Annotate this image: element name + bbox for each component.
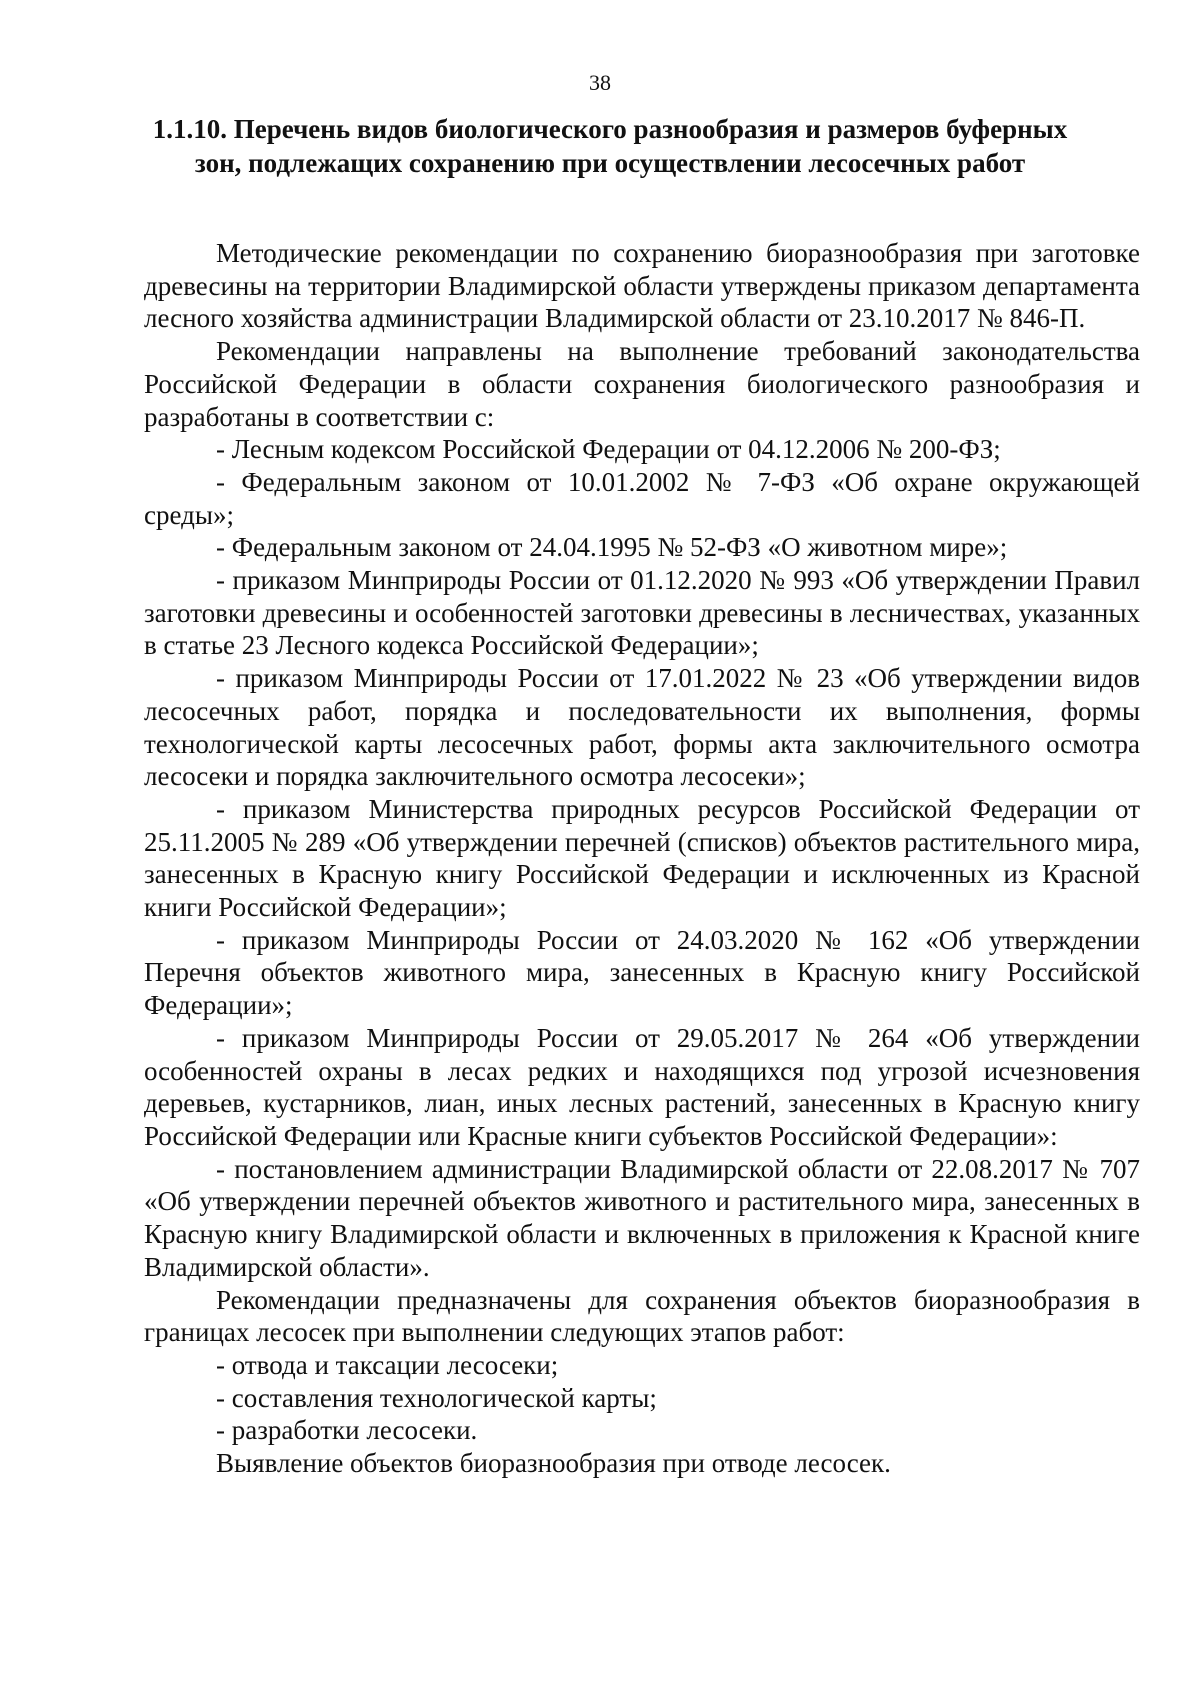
paragraph-intro: Методические рекомендации по сохранению биоразнообразия при заготовке древесины на территории Владимирской области утверждены приказом департамента лесного хозяйства администрации Владимирской области от 23.10.2017 № 846-П. — [144, 238, 1140, 334]
list-item-stage-allotment: - отвода и таксации лесосеки; — [216, 1349, 559, 1380]
paragraph-recommendations-purpose: Рекомендации направлены на выполнение требований законодательства Российской Федерации в области сохранения биологического разнообразия и разработаны в соответствии с: — [144, 336, 1140, 432]
list-item-stage-tech-map: - составления технологической карты; — [216, 1382, 657, 1413]
list-item-environment-law: - Федеральным законом от 10.01.2002 № 7-ФЗ «Об охране окружающей среды»; — [144, 466, 1140, 530]
list-item-wildlife-law: - Федеральным законом от 24.04.1995 № 52-ФЗ «О животном мире»; — [216, 532, 1008, 563]
document-body — [144, 237, 1140, 1480]
list-item-forest-code: - Лесным кодексом Российской Федерации от 04.12.2006 № 200-ФЗ; — [216, 434, 1001, 465]
list-item-order-23: - приказом Минприроды России от 17.01.2022 № 23 «Об утверждении видов лесосечных работ, порядка и последовательности их выполнения, формы технологической карты лесосечных работ, формы акта заключительного осмотра лесосеки и порядка заключительного осмотра лесосеки»; — [144, 663, 1140, 792]
section-heading-line-1: 1.1.10. Перечень видов биологического разнообразия и размеров буферных — [152, 114, 1068, 144]
section-heading — [130, 112, 1090, 180]
page-number: 38 — [589, 70, 611, 95]
list-item-stage-development: - разработки лесосеки. — [216, 1415, 478, 1446]
paragraph-work-stages: Рекомендации предназначены для сохранения объектов биоразнообразия в границах лесосек при выполнении следующих этапов работ: — [144, 1284, 1140, 1348]
list-item-order-162: - приказом Минприроды России от 24.03.2020 № 162 «Об утверждении Перечня объектов животного мира, занесенных в Красную книгу Российской Федерации»; — [144, 924, 1140, 1021]
list-item-order-993: - приказом Минприроды России от 01.12.2020 № 993 «Об утверждении Правил заготовки древесины и особенностей заготовки древесины в лесничествах, указанных в статье 23 Лесного кодекса Российской Федерации»; — [144, 565, 1140, 661]
list-item-order-264: - приказом Минприроды России от 29.05.2017 № 264 «Об утверждении особенностей охраны в лесах редких и находящихся под угрозой исчезновения деревьев, кустарников, лиан, иных лесных растений, занесенных в Красную книгу Российской Федерации или Красные книги субъектов Российской Федерации»: — [144, 1022, 1140, 1151]
list-item-order-289: - приказом Министерства природных ресурсов Российской Федерации от 25.11.2005 № 289 «Об утверждении перечней (списков) объектов растительного мира, занесенных в Красную книгу Российской Федерации и исключенных из Красной книги Российской Федерации»; — [144, 793, 1140, 923]
list-item-resolution-707: - постановлением администрации Владимирской области от 22.08.2017 № 707 «Об утверждении перечней объектов животного и растительного мира, занесенных в Красную книгу Владимирской области и включенных в приложения к Красной книге Владимирской области». — [144, 1153, 1140, 1282]
section-heading-line-2: зон, подлежащих сохранению при осуществлении лесосечных работ — [194, 148, 1026, 178]
paragraph-identification: Выявление объектов биоразнообразия при отводе лесосек. — [216, 1448, 891, 1479]
